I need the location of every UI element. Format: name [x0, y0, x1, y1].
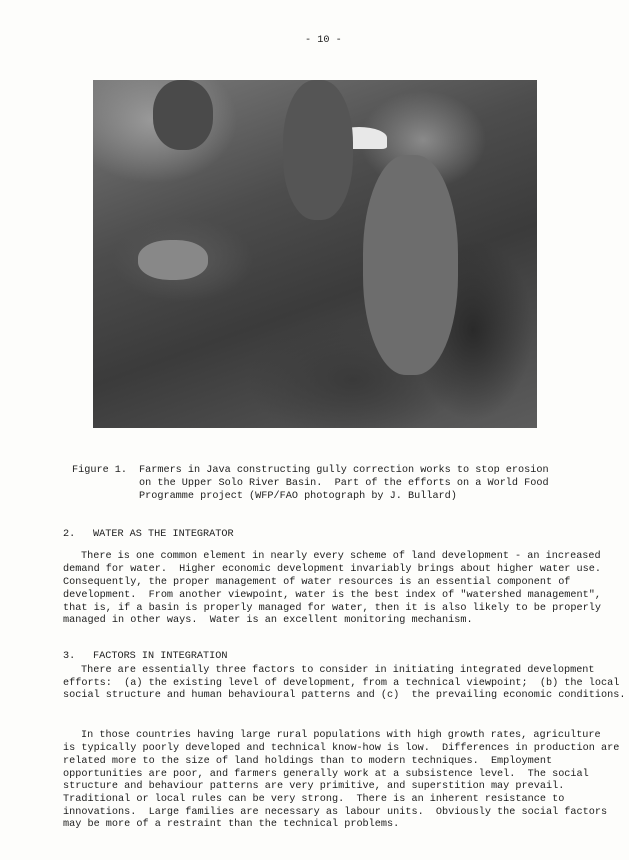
section-number: 3.	[63, 651, 76, 662]
paragraph-line: development. From another viewpoint, water is the best index of "watershed management",	[63, 590, 601, 601]
section-heading: FACTORS IN INTEGRATION	[93, 651, 228, 662]
paragraph-line: may be more of a restraint than the technical problems.	[63, 819, 400, 830]
paragraph-line: There are essentially three factors to consider in initiating integrated development	[81, 665, 595, 676]
section-heading: WATER AS THE INTEGRATOR	[93, 529, 234, 540]
paragraph-line: Consequently, the proper management of water resources is an essential component of	[63, 577, 571, 588]
figure-caption-line: Programme project (WFP/FAO photograph by J. Bullard)	[139, 491, 457, 502]
paragraph-line: Traditional or local rules can be very strong. There is an inherent resistance to	[63, 794, 565, 805]
paragraph-line: related more to the size of land holdings than to modern techniques. Employment	[63, 756, 553, 767]
paragraph-line: innovations. Large families are necessary as labour units. Obviously the social factors	[63, 807, 608, 818]
figure-photo-farmers-gully-works	[93, 80, 537, 428]
photo-cloth-bundle	[138, 240, 208, 280]
paragraph-line: social structure and human behavioural patterns and (c) the prevailing economic conditions.	[63, 690, 626, 701]
photo-farmer-figure	[363, 155, 458, 375]
paragraph-line: efforts: (a) the existing level of development, from a technical viewpoint; (b) the local	[63, 678, 620, 689]
paragraph-line: structure and behaviour patterns are very primitive, and superstition may prevail.	[63, 781, 565, 792]
photo-farmer-figure	[283, 80, 353, 220]
paragraph-line: is typically poorly developed and technical know-how is low. Differences in production are	[63, 743, 620, 754]
figure-caption-line: Farmers in Java constructing gully correction works to stop erosion	[139, 465, 549, 476]
figure-caption-line: on the Upper Solo River Basin. Part of the efforts on a World Food	[139, 478, 549, 489]
page-number: - 10 -	[305, 35, 342, 46]
paragraph-line: managed in other ways. Water is an excellent monitoring mechanism.	[63, 615, 473, 626]
figure-label: Figure 1.	[72, 465, 128, 476]
section-number: 2.	[63, 529, 76, 540]
paragraph-line: demand for water. Higher economic development invariably brings about higher water use.	[63, 564, 601, 575]
paragraph-line: that is, if a basin is properly managed for water, then it is also likely to be properly	[63, 603, 601, 614]
paragraph-line: In those countries having large rural populations with high growth rates, agriculture	[81, 730, 601, 741]
photo-farmer-figure	[153, 80, 213, 150]
paragraph-line: opportunities are poor, and farmers generally work at a subsistence level. The social	[63, 769, 589, 780]
paragraph-line: There is one common element in nearly every scheme of land development - an increased	[81, 551, 601, 562]
